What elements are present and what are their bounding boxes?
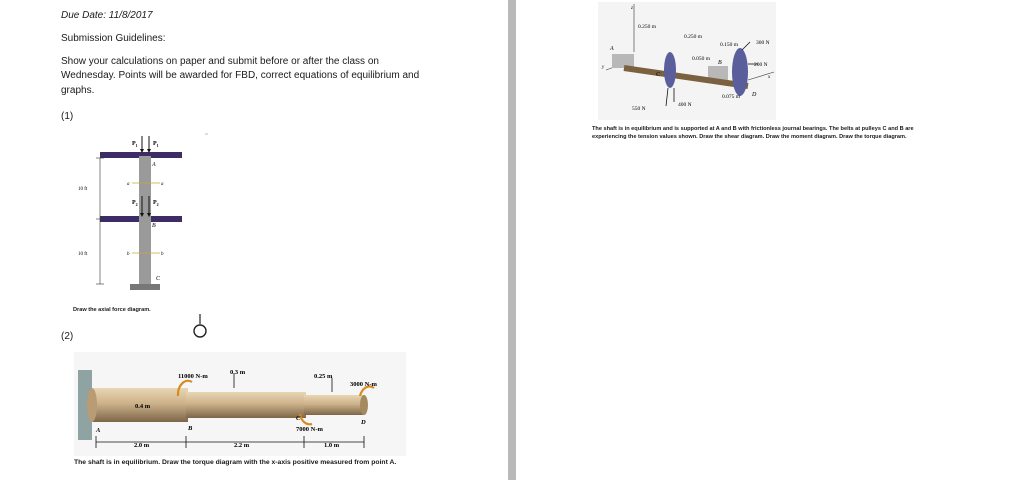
dim-0150: 0.150 m — [720, 42, 739, 48]
point-b-label-3: B — [718, 60, 722, 66]
instruction-line-1: Show your calculations on paper and submit before or after the class on — [61, 56, 379, 67]
fig3-caption-line-2: experiencing the tension values shown. Draw the shear diagram. Draw the moment diagram. Draw the torque diagram. — [592, 134, 907, 140]
point-c-label-2: C — [296, 415, 301, 422]
axis-y-label: y — [602, 65, 605, 70]
len-20-label: 2.0 m — [134, 442, 150, 449]
due-date: Due Date: 11/8/2017 — [61, 10, 153, 21]
len-22-label: 2.2 m — [234, 442, 250, 449]
problem-2-label: (2) — [61, 331, 74, 342]
point-a-label-2: A — [96, 427, 101, 434]
dim-0250-b: 0.250 m — [684, 34, 703, 40]
shaft-segment-cd — [304, 395, 364, 415]
column-figure — [60, 128, 210, 318]
dim-0250-a: 0.250 m — [638, 24, 657, 30]
instruction-line-3: graphs. — [61, 85, 95, 96]
section-b-right: b — [161, 252, 164, 257]
force-300-label: 300 N — [756, 40, 770, 46]
fig3-caption-line-1: The shaft is in equilibrium and is supported at A and B with frictionless journal bearings. The belts at pulleys C and B are — [592, 126, 914, 132]
point-a-label: A — [152, 162, 156, 168]
axis-z-label: z — [631, 6, 633, 11]
dia-03-label: 0.3 m — [230, 369, 246, 376]
p2-left-label: $P_2$ — [132, 200, 138, 207]
point-b-label-2: B — [188, 425, 193, 432]
p1-left-label: $P_1$ — [132, 141, 138, 148]
dia-04-label: 0.4 m — [135, 403, 151, 410]
section-a-left: a — [127, 182, 130, 187]
dim-top-label: 10 ft — [78, 187, 88, 192]
p1-right-label: $P_1$ — [153, 141, 159, 148]
pulley-d — [732, 48, 748, 96]
dim-bottom-label: 10 ft — [78, 252, 88, 257]
instruction-line-2: Wednesday. Points will be awarded for FBD, correct equations of equilibrium and — [61, 70, 420, 81]
column-base — [130, 284, 160, 290]
point-a-label-3: A — [610, 46, 614, 52]
document-page-left — [0, 0, 508, 480]
document-page-right — [516, 0, 1024, 480]
section-a-right: a — [161, 182, 164, 187]
stepped-shaft-figure — [74, 352, 406, 456]
force-550-label: 550 N — [632, 106, 646, 112]
pulley-shaft-figure — [598, 2, 776, 120]
force-400-label: 400 N — [678, 102, 692, 108]
problem-1-label: (1) — [61, 111, 74, 122]
bearing-a — [612, 54, 634, 68]
dim-0075: 0.075 m — [722, 94, 741, 100]
force-200-label: 200 N — [754, 62, 768, 68]
fig2-caption: The shaft is in equilibrium. Draw the torque diagram with the x-axis positive measured from point A. — [74, 459, 397, 466]
torque-7000-label: 7000 N-m — [296, 426, 323, 433]
axis-x-label: x — [768, 75, 771, 80]
column-shaft — [139, 156, 151, 284]
p2-right-label: $P_2$ — [153, 200, 159, 207]
dia-025-label: 0.25 m — [314, 373, 333, 380]
point-b-label: B — [152, 223, 156, 229]
section-b-left: b — [127, 252, 130, 257]
torque-11000-label: 11000 N-m — [178, 373, 208, 380]
torque-3000-label: 3000 N-m — [350, 381, 377, 388]
point-c-label: C — [156, 276, 161, 282]
text-cursor-icon — [192, 314, 208, 340]
page-gutter — [508, 0, 516, 480]
fig1-caption: Draw the axial force diagram. — [73, 307, 151, 313]
dim-0050: 0.050 m — [692, 56, 711, 62]
guidelines-title: Submission Guidelines: — [61, 33, 166, 44]
point-d-label-3: D — [752, 92, 757, 98]
point-c-label-3: C — [656, 72, 661, 78]
shaft-segment-bc — [186, 392, 306, 418]
pulley-c — [664, 52, 676, 88]
len-10-label: 1.0 m — [324, 442, 340, 449]
point-d-label-2: D — [361, 419, 366, 426]
